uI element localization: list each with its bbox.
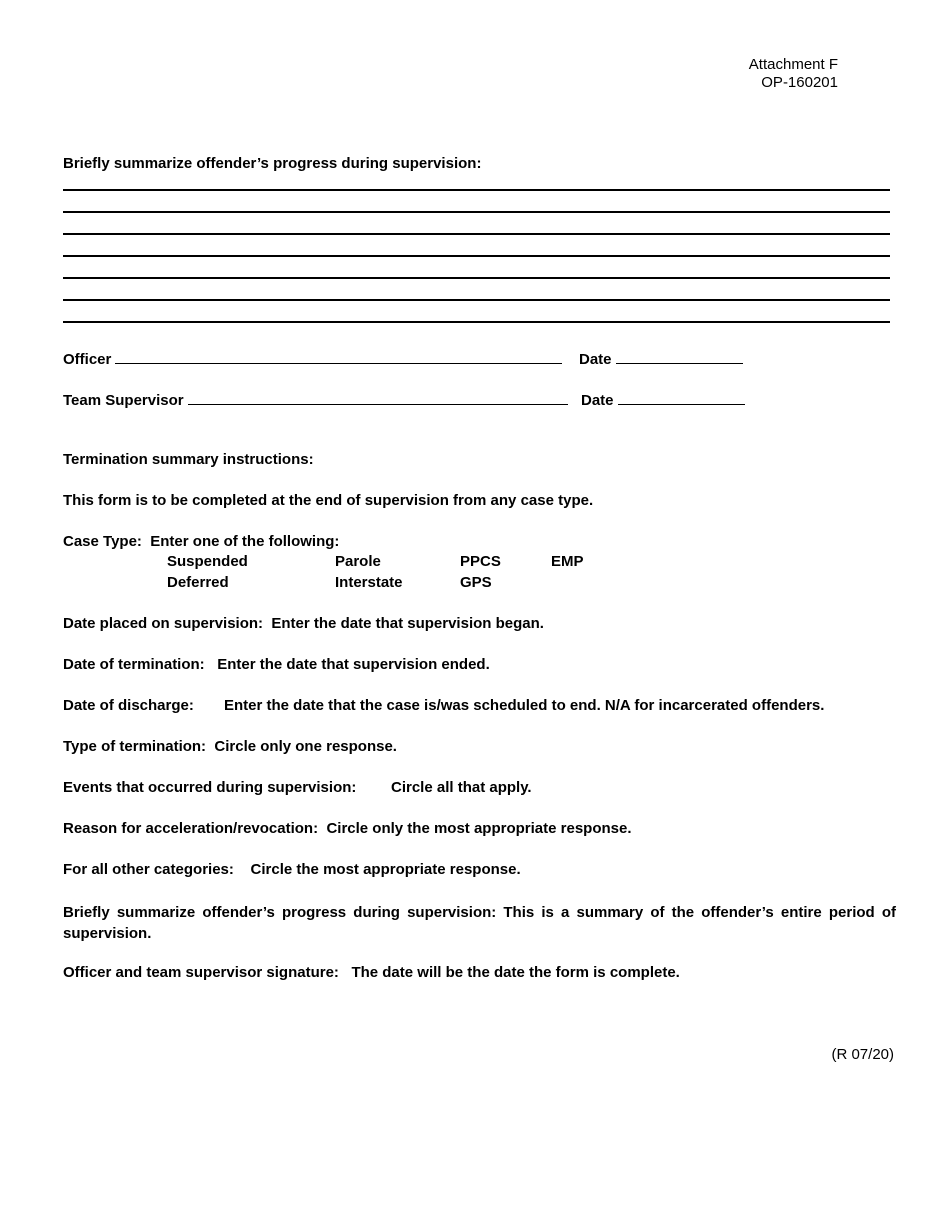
reason-row: [63, 820, 632, 837]
other-categories-label: For all other categories:: [63, 861, 234, 878]
case-type-row: [63, 533, 339, 550]
progress-line-2[interactable]: [63, 211, 890, 213]
progress-line-1[interactable]: [63, 189, 890, 191]
team-supervisor-date-field[interactable]: [618, 390, 745, 405]
officer-date-label: Date: [579, 351, 612, 368]
team-supervisor-signature-field[interactable]: [188, 390, 568, 405]
events-row: [63, 779, 356, 796]
date-termination-label: Date of termination:: [63, 656, 205, 673]
attachment-label: Attachment F: [748, 56, 838, 73]
type-termination-row: [63, 738, 397, 755]
signature-note-row: [63, 964, 680, 981]
team-supervisor-signature-row: [63, 390, 568, 409]
team-supervisor-date-row: [581, 390, 745, 409]
team-supervisor-label: Team Supervisor: [63, 392, 184, 409]
case-type-option: PPCS: [460, 553, 501, 570]
officer-signature-row: [63, 349, 562, 368]
signature-note-label: Officer and team supervisor signature:: [63, 964, 339, 981]
officer-date-row: [579, 349, 743, 368]
reason-text: Circle only the most appropriate response.: [326, 820, 632, 837]
team-supervisor-date-label: Date: [581, 392, 614, 409]
date-discharge-text: Enter the date that the case is/was scheduled to end. N/A for incarcerated offenders.: [224, 697, 825, 714]
case-type-option: Parole: [335, 553, 381, 570]
progress-line-7[interactable]: [63, 321, 890, 323]
document-header: [749, 56, 838, 92]
progress-line-6[interactable]: [63, 299, 890, 301]
reason-label: Reason for acceleration/revocation:: [63, 820, 319, 837]
instructions-intro: This form is to be completed at the end of supervision from any case type.: [63, 492, 594, 509]
progress-line-5[interactable]: [63, 277, 890, 279]
progress-prompt: Briefly summarize offender’s progress during supervision:: [63, 155, 482, 172]
form-number: OP-160201: [761, 74, 838, 91]
other-categories-row: [63, 861, 521, 878]
events-text: Circle all that apply.: [391, 779, 532, 796]
progress-line-4[interactable]: [63, 255, 890, 257]
date-termination-row: [63, 656, 490, 673]
case-type-option: Interstate: [335, 574, 403, 591]
date-placed-label: Date placed on supervision:: [63, 615, 264, 632]
type-termination-label: Type of termination:: [63, 738, 207, 755]
date-discharge-row: [63, 697, 194, 714]
progress-line-3[interactable]: [63, 233, 890, 235]
case-type-option: GPS: [460, 574, 492, 591]
officer-date-field[interactable]: [616, 349, 743, 364]
revision-code: (R 07/20): [831, 1046, 894, 1063]
date-placed-text: Enter the date that supervision began.: [271, 615, 544, 632]
case-type-option: Suspended: [167, 553, 248, 570]
signature-note-text: The date will be the date the form is complete.: [351, 964, 680, 981]
events-label: Events that occurred during supervision:: [63, 779, 357, 796]
officer-signature-field[interactable]: [115, 349, 562, 364]
case-type-label: Case Type:: [63, 533, 142, 550]
date-discharge-label: Date of discharge:: [63, 697, 194, 714]
other-categories-text: Circle the most appropriate response.: [250, 861, 521, 878]
case-type-option: Deferred: [167, 574, 229, 591]
type-termination-text: Circle only one response.: [214, 738, 397, 755]
date-termination-text: Enter the date that supervision ended.: [217, 656, 490, 673]
officer-label: Officer: [63, 351, 112, 368]
case-type-option: EMP: [551, 553, 584, 570]
instructions-heading: Termination summary instructions:: [63, 451, 314, 468]
case-type-text: Enter one of the following:: [150, 533, 340, 550]
date-placed-row: [63, 615, 544, 632]
summary-instruction: Briefly summarize offender’s progress during supervision: This is a summary of the offender’s entire period of supervision.: [63, 904, 896, 942]
